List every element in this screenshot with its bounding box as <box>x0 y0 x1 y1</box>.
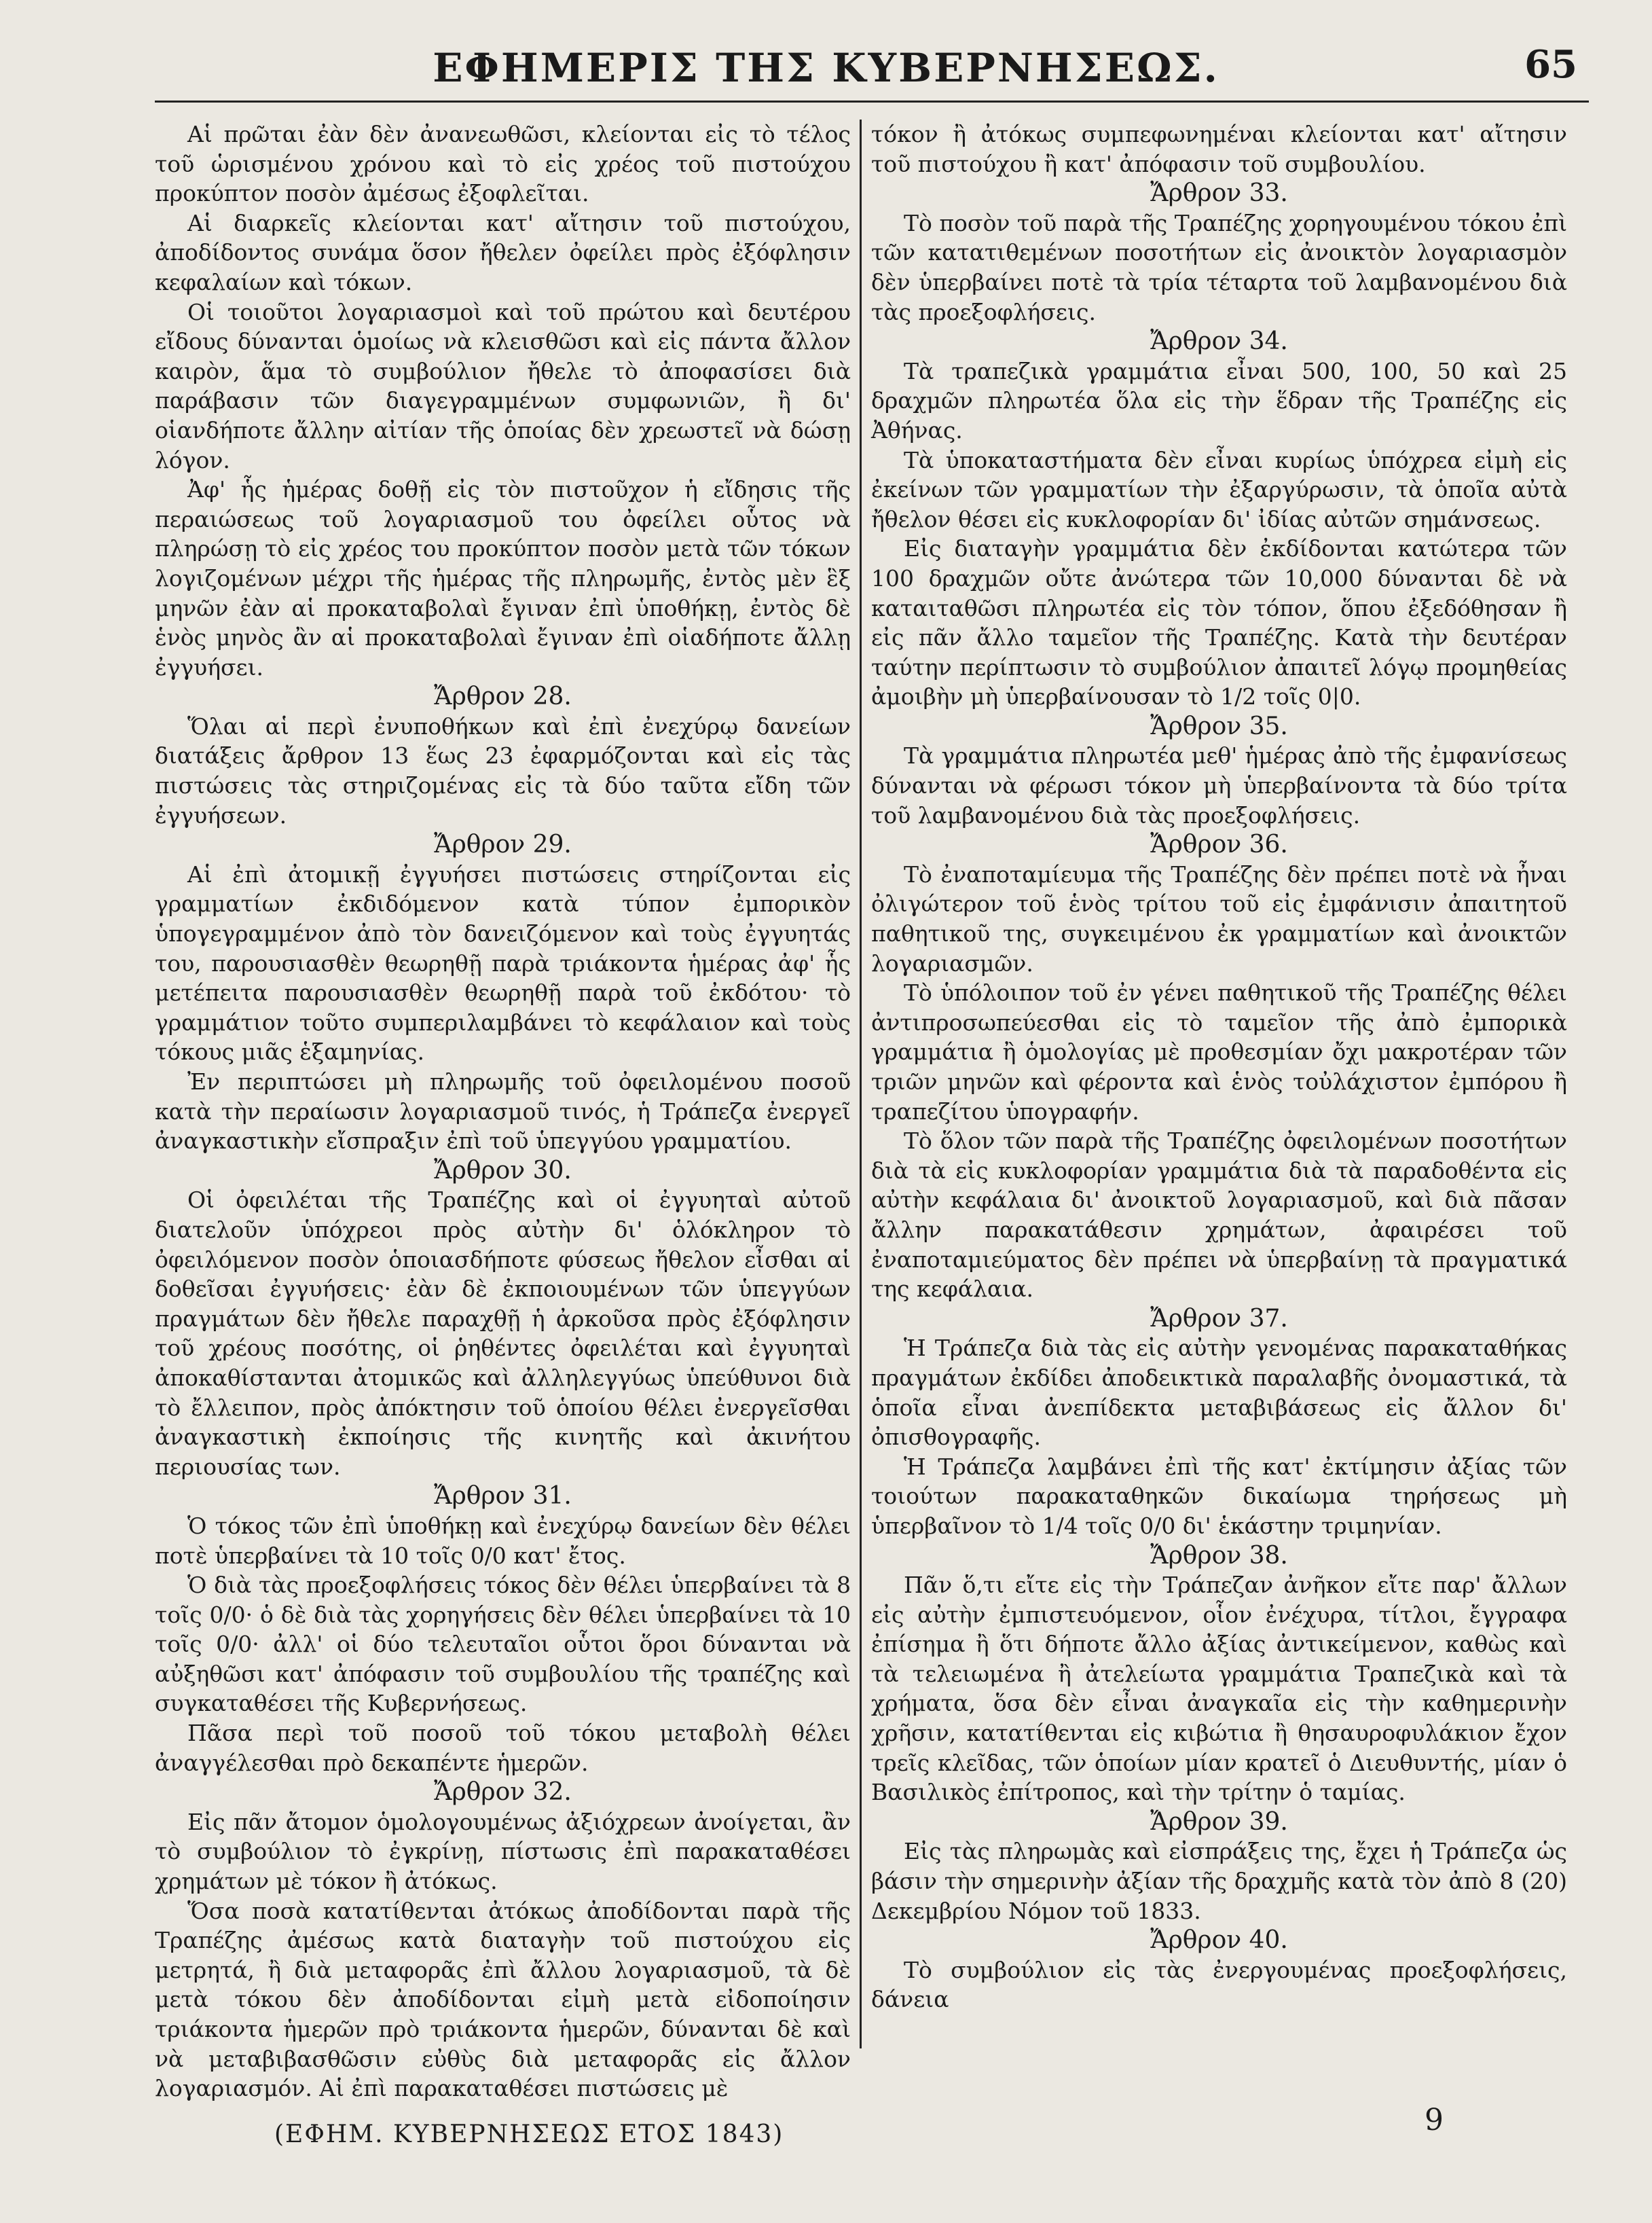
page-title: ΕΦΗΜΕΡΙΣ ΤΗΣ ΚΥΒΕΡΝΗΣΕΩΣ. <box>433 45 1219 91</box>
left-column <box>155 120 851 2103</box>
signature-mark: 9 <box>1425 2103 1444 2137</box>
article-heading: Ἄρθρον 32. <box>434 1778 572 1807</box>
paragraph: Τὸ ὑπόλοιπον τοῦ ἐν γένει παθητικοῦ τῆς Τραπέζης θέλει ἀντιπροσωπεύεσθαι εἰς τὸ ταμεῖον τῆς ἀπὸ ἐμπορικὰ γραμμάτια ἢ ὁμολογίας μὲ προθεσμίαν ὄχι μακροτέραν τῶν τριῶν μηνῶν καὶ φέροντα καὶ ἑνὸς τοὐλάχιστον ἐμπόρου ἢ τραπεζίτου ὑπογραφήν. <box>871 979 1567 1125</box>
paragraph: Ὅσα ποσὰ κατατίθενται ἀτόκως ἀποδίδονται παρὰ τῆς Τραπέζης ἀμέσως κατὰ διαταγὴν τοῦ πιστούχου εἰς μετρητά, ἢ διὰ μεταφορᾶς ἐπὶ ἄλλου λογαριασμοῦ, τὰ δὲ μετὰ τόκου δὲν ἀποδίδονται εἰμὴ μετὰ εἰδοποίησιν τριάκοντα ἡμερῶν πρὸ τριάκοντα ἡμερῶν, δύνανται δὲ καὶ νὰ μεταβιβασθῶσιν εὐθὺς διὰ μεταφορᾶς εἰς ἄλλον λογαριασμόν. Αἱ ἐπὶ παρακαταθέσει πιστώσεις μὲ <box>155 1897 851 2102</box>
article-heading: Ἄρθρον 28. <box>434 683 572 711</box>
article-heading: Ἄρθρον 29. <box>434 831 572 859</box>
paragraph: Αἱ ἐπὶ ἀτομικῇ ἐγγυήσει πιστώσεις στηρίζονται εἰς γραμματίων ἐκδιδόμενον κατὰ τύπον ἐμπορικὸν ὑπογεγραμμένον ἀπὸ τὸν δανειζόμενον καὶ τοὺς ἐγγυητάς του, παρουσιασθὲν θεωρηθῇ παρὰ τριάκοντα ἡμέρας ἀφ' ἧς μετέπειτα παρουσιασθὲν θεωρηθῇ παρὰ τοῦ ἐκδότου· τὸ γραμμάτιον τοῦτο συμπεριλαμβάνει τὸ κεφάλαιον καὶ τοὺς τόκους μιᾶς ἑξαμηνίας. <box>155 861 851 1066</box>
paragraph: Τὸ ἐναποταμίευμα τῆς Τραπέζης δὲν πρέπει ποτὲ νὰ ἦναι ὀλιγώτερον τοῦ ἑνὸς τρίτου τοῦ εἰς ἐμφάνισιν ἀπαιτητοῦ παθητικοῦ της, συγκειμένου ἐκ γραμματίων καὶ ἀνοικτῶν λογαριασμῶν. <box>871 861 1567 977</box>
column-divider <box>860 120 862 2048</box>
paragraph: Οἱ ὀφειλέται τῆς Τραπέζης καὶ οἱ ἐγγυηταὶ αὐτοῦ διατελοῦν ὑπόχρεοι πρὸς αὐτὴν δι' ὁλόκληρον τὸ ὀφειλόμενον ποσὸν ὁποιασδήποτε φύσεως ἤθελον εἶσθαι αἱ δοθεῖσαι ἐγγυήσεις· ἐὰν δὲ ἐκποιουμένων τῶν ὑπεγγύων πραγμάτων δὲν ἤθελε παραχθῇ ἡ ἀρκοῦσα πρὸς ἐξόφλησιν τοῦ χρέους ποσότης, οἱ ῥηθέντες ὀφειλέται καὶ ἐγγυηταὶ ἀποκαθίστανται ἀτομικῶς καὶ ἀλληλεγγύως ὑπεύθυνοι διὰ τὸ ἔλλειπον, πρὸς ἀπόκτησιν τοῦ ὁποίου θέλει ἐνεργεῖσθαι ἀναγκαστικὴ ἐκποίησις τῆς κινητῆς καὶ ἀκινήτου περιουσίας των. <box>155 1187 851 1480</box>
article-heading: Ἄρθρον 34. <box>1150 327 1288 356</box>
article-heading: Ἄρθρον 38. <box>1150 1541 1288 1570</box>
paragraph: Τὰ ὑποκαταστήματα δὲν εἶναι κυρίως ὑπόχρεα εἰμὴ εἰς ἐκείνων τῶν γραμματίων τὴν ἐξαργύρωσιν, τὰ ὁποῖα αὐτὰ ἤθελον θέσει εἰς κυκλοφορίαν δι' ἰδίας αὐτῶν σημάνσεως. <box>871 446 1567 532</box>
footer-text: (ΕΦΗΜ. ΚΥΒΕΡΝΗΣΕΩΣ ΕΤΟΣ 1843) <box>274 2120 784 2148</box>
header-rule <box>155 101 1589 103</box>
right-column <box>871 120 1567 2014</box>
paragraph: Τὰ γραμμάτια πληρωτέα μεθ' ἡμέρας ἀπὸ τῆς ἐμφανίσεως δύνανται νὰ φέρωσι τόκον μὴ ὑπερβαίνοντα τὰ δύο τρίτα τοῦ λαμβανομένου διὰ τὰς προεξοφλήσεις. <box>871 742 1567 829</box>
article-heading: Ἄρθρον 33. <box>1150 179 1288 208</box>
paragraph: Τὸ ὅλον τῶν παρὰ τῆς Τραπέζης ὀφειλομένων ποσοτήτων διὰ τὰ εἰς κυκλοφορίαν γραμμάτια διὰ τὰ παραδοθέντα εἰς αὐτὴν κεφάλαια δι' ἀνοικτοῦ λογαριασμοῦ, καὶ διὰ πᾶσαν ἄλλην παρακατάθεσιν χρημάτων, ἀφαιρέσει τοῦ ἐναποταμιεύματος δὲν πρέπει νὰ ὑπερβαίνῃ τὰ πραγματικά της κεφάλαια. <box>871 1127 1567 1303</box>
article-heading: Ἄρθρον 31. <box>434 1482 572 1511</box>
article-heading: Ἄρθρον 36. <box>1150 831 1288 859</box>
paragraph: Τὸ ποσὸν τοῦ παρὰ τῆς Τραπέζης χορηγουμένου τόκου ἐπὶ τῶν κατατιθεμένων ποσοτήτων εἰς ἀνοικτὸν λογαριασμὸν δὲν ὑπερβαίνει ποτὲ τὰ τρία τέταρτα τοῦ λαμβανομένου διὰ τὰς προεξοφλήσεις. <box>871 209 1568 325</box>
paragraph: Τὸ συμβούλιον εἰς τὰς ἐνεργουμένας προεξοφλήσεις, δάνεια <box>871 1956 1567 2013</box>
paragraph: Ἀφ' ἧς ἡμέρας δοθῇ εἰς τὸν πιστοῦχον ἡ εἴδησις τῆς περαιώσεως τοῦ λογαριασμοῦ του ὀφείλει οὗτος νὰ πληρώσῃ τὸ εἰς χρέος του προκύπτον ποσὸν μετὰ τῶν τόκων λογιζομένων μέχρι τῆς ἡμέρας τῆς πληρωμῆς, ἐντὸς μὲν ἓξ μηνῶν ἐὰν αἱ προκαταβολαὶ ἔγιναν ἐπὶ ὑποθήκῃ, ἐντὸς δὲ ἑνὸς μηνὸς ἂν αἱ προκαταβολαὶ ἔγιναν ἐπὶ οἱαδήποτε ἄλλῃ ἐγγυήσει. <box>155 476 851 681</box>
paragraph: Ἡ Τράπεζα διὰ τὰς εἰς αὐτὴν γενομένας παρακαταθήκας πραγμάτων ἐκδίδει ἀποδεικτικὰ παραλαβῆς ὀνομαστικά, τὰ ὁποῖα εἶναι ἀνεπίδεκτα μεταβιβάσεως εἰς ἄλλον δι' ὀπισθογραφῆς. <box>871 1335 1567 1451</box>
paragraph: Ὅλαι αἱ περὶ ἐνυποθήκων καὶ ἐπὶ ἐνεχύρῳ δανείων διατάξεις ἄρθρον 13 ἕως 23 ἐφαρμόζονται καὶ εἰς τὰς πιστώσεις τὰς στηριζομένας εἰς τὰ δύο ταῦτα εἴδη τῶν ἐγγυήσεων. <box>155 712 851 829</box>
article-heading: Ἄρθρον 35. <box>1150 712 1288 740</box>
paragraph: Ὁ τόκος τῶν ἐπὶ ὑποθήκῃ καὶ ἐνεχύρῳ δανείων δὲν θέλει ποτὲ ὑπερβαίνει τὰ 10 τοῖς 0/0 κατ' ἔτος. <box>155 1512 851 1569</box>
paragraph: Πᾶν ὅ,τι εἴτε εἰς τὴν Τράπεζαν ἀνῆκον εἴτε παρ' ἄλλων εἰς αὐτὴν ἐμπιστευόμενον, οἷον ἐνέχυρα, τίτλοι, ἔγγραφα ἐπίσημα ἢ ὅτι δήποτε ἄλλο ἀξίας ἀντικείμενον, καθὼς καὶ τὰ τελειωμένα ἢ ἀτελείωτα γραμμάτια Τραπεζικὰ καὶ τὰ χρήματα, ὅσα δὲν εἶναι ἀναγκαῖα εἰς τὴν καθημερινὴν χρῆσιν, κατατίθενται εἰς κιβώτια ἢ θησαυροφυλάκιον ἔχον τρεῖς κλεῖδας, τῶν ὁποίων μίαν κρατεῖ ὁ Διευθυντής, μίαν ὁ Βασιλικὸς ἐπίτροπος, καὶ τὴν τρίτην ὁ ταμίας. <box>871 1572 1567 1806</box>
paragraph: Εἰς διαταγὴν γραμμάτια δὲν ἐκδίδονται κατώτερα τῶν 100 δραχμῶν οὔτε ἀνώτερα τῶν 10,000 δύνανται δὲ νὰ καταιταθῶσι πληρωτέα εἰς τὸν τόπον, ὅπου ἐξεδόθησαν ἢ εἰς πᾶν ἄλλο ταμεῖον τῆς Τραπέζης. Κατὰ τὴν δευτέραν ταύτην περίπτωσιν τὸ συμβούλιον ἀπαιτεῖ λόγῳ προμηθείας ἀμοιβὴν μὴ ὑπερβαίνουσαν τὸ 1/2 τοῖς 0|0. <box>871 535 1567 710</box>
paragraph: Τὰ τραπεζικὰ γραμμάτια εἶναι 500, 100, 50 καὶ 25 δραχμῶν πληρωτέα ὅλα εἰς τὴν ἕδραν τῆς Τραπέζης εἰς Ἀθήνας. <box>871 357 1567 444</box>
article-heading: Ἄρθρον 40. <box>1150 1926 1288 1955</box>
article-heading: Ἄρθρον 30. <box>434 1156 572 1185</box>
paragraph: Αἱ πρῶται ἐὰν δὲν ἀνανεωθῶσι, κλείονται εἰς τὸ τέλος τοῦ ὡρισμένου χρόνου καὶ τὸ εἰς χρέος τοῦ πιστούχου προκύπτον ποσὸν ἀμέσως ἐξοφλεῖται. <box>155 121 851 207</box>
paragraph: Ἐν περιπτώσει μὴ πληρωμῆς τοῦ ὀφειλομένου ποσοῦ κατὰ τὴν περαίωσιν λογαριασμοῦ τινός, ἡ Τράπεζα ἐνεργεῖ ἀναγκαστικὴν εἴσπραξιν ἐπὶ τοῦ ὑπεγγύου γραμματίου. <box>155 1068 851 1155</box>
paragraph: Ὁ διὰ τὰς προεξοφλήσεις τόκος δὲν θέλει ὑπερβαίνει τὰ 8 τοῖς 0/0· ὁ δὲ διὰ τὰς χορηγήσεις δὲν θέλει ὑπερβαίνει τὰ 10 τοῖς 0/0· ἀλλ' οἱ δύο τελευταῖοι οὗτοι ὅροι δύνανται νὰ αὐξηθῶσι κατ' ἀπόφασιν τοῦ συμβουλίου τῆς τραπέζης καὶ συγκαταθέσει τῆς Κυβερνήσεως. <box>155 1572 851 1717</box>
article-heading: Ἄρθρον 37. <box>1150 1304 1288 1333</box>
paragraph: τόκον ἢ ἀτόκως συμπεφωνημέναι κλείονται κατ' αἴτησιν τοῦ πιστούχου ἢ κατ' ἀπόφασιν τοῦ συμβουλίου. <box>871 121 1567 177</box>
page-number: 65 <box>1524 42 1577 87</box>
paragraph: Εἰς τὰς πληρωμὰς καὶ εἰσπράξεις της, ἔχει ἡ Τράπεζα ὡς βάσιν τὴν σημερινὴν ἀξίαν τῆς δραχμῆς κατὰ τὸν ἀπὸ 8 (20) Δεκεμβρίου Νόμον τοῦ 1833. <box>871 1838 1567 1924</box>
paragraph: Οἱ τοιοῦτοι λογαριασμοὶ καὶ τοῦ πρώτου καὶ δευτέρου εἴδους δύνανται ὁμοίως νὰ κλεισθῶσι καὶ εἰς πάντα ἄλλον καιρὸν, ἅμα τὸ συμβούλιον ἤθελε τὸ ἀποφασίσει διὰ παράβασιν τῶν διαγεγραμμένων συμφωνιῶν, ἢ δι' οἱανδήποτε ἄλλην αἰτίαν τῆς ὁποίας δὲν χρεωστεῖ νὰ δώσῃ λόγον. <box>155 298 851 473</box>
paragraph: Ἡ Τράπεζα λαμβάνει ἐπὶ τῆς κατ' ἐκτίμησιν ἀξίας τῶν τοιούτων παρακαταθηκῶν δικαίωμα τηρήσεως μὴ ὑπερβαῖνον τὸ 1/4 τοῖς 0/0 δι' ἑκάστην τριμηνίαν. <box>871 1453 1567 1539</box>
article-heading: Ἄρθρον 39. <box>1150 1807 1288 1836</box>
paragraph: Αἱ διαρκεῖς κλείονται κατ' αἴτησιν τοῦ πιστούχου, ἀποδίδοντος συνάμα ὅσον ἤθελεν ὀφείλει πρὸς ἐξόφλησιν κεφαλαίων καὶ τόκων. <box>155 209 851 295</box>
paragraph: Εἰς πᾶν ἄτομον ὁμολογουμένως ἀξιόχρεων ἀνοίγεται, ἂν τὸ συμβούλιον τὸ ἐγκρίνῃ, πίστωσις ἐπὶ παρακαταθέσει χρημάτων μὲ τόκον ἢ ἀτόκως. <box>155 1808 851 1895</box>
paragraph: Πᾶσα περὶ τοῦ ποσοῦ τοῦ τόκου μεταβολὴ θέλει ἀναγγέλεσθαι πρὸ δεκαπέντε ἡμερῶν. <box>155 1720 851 1776</box>
